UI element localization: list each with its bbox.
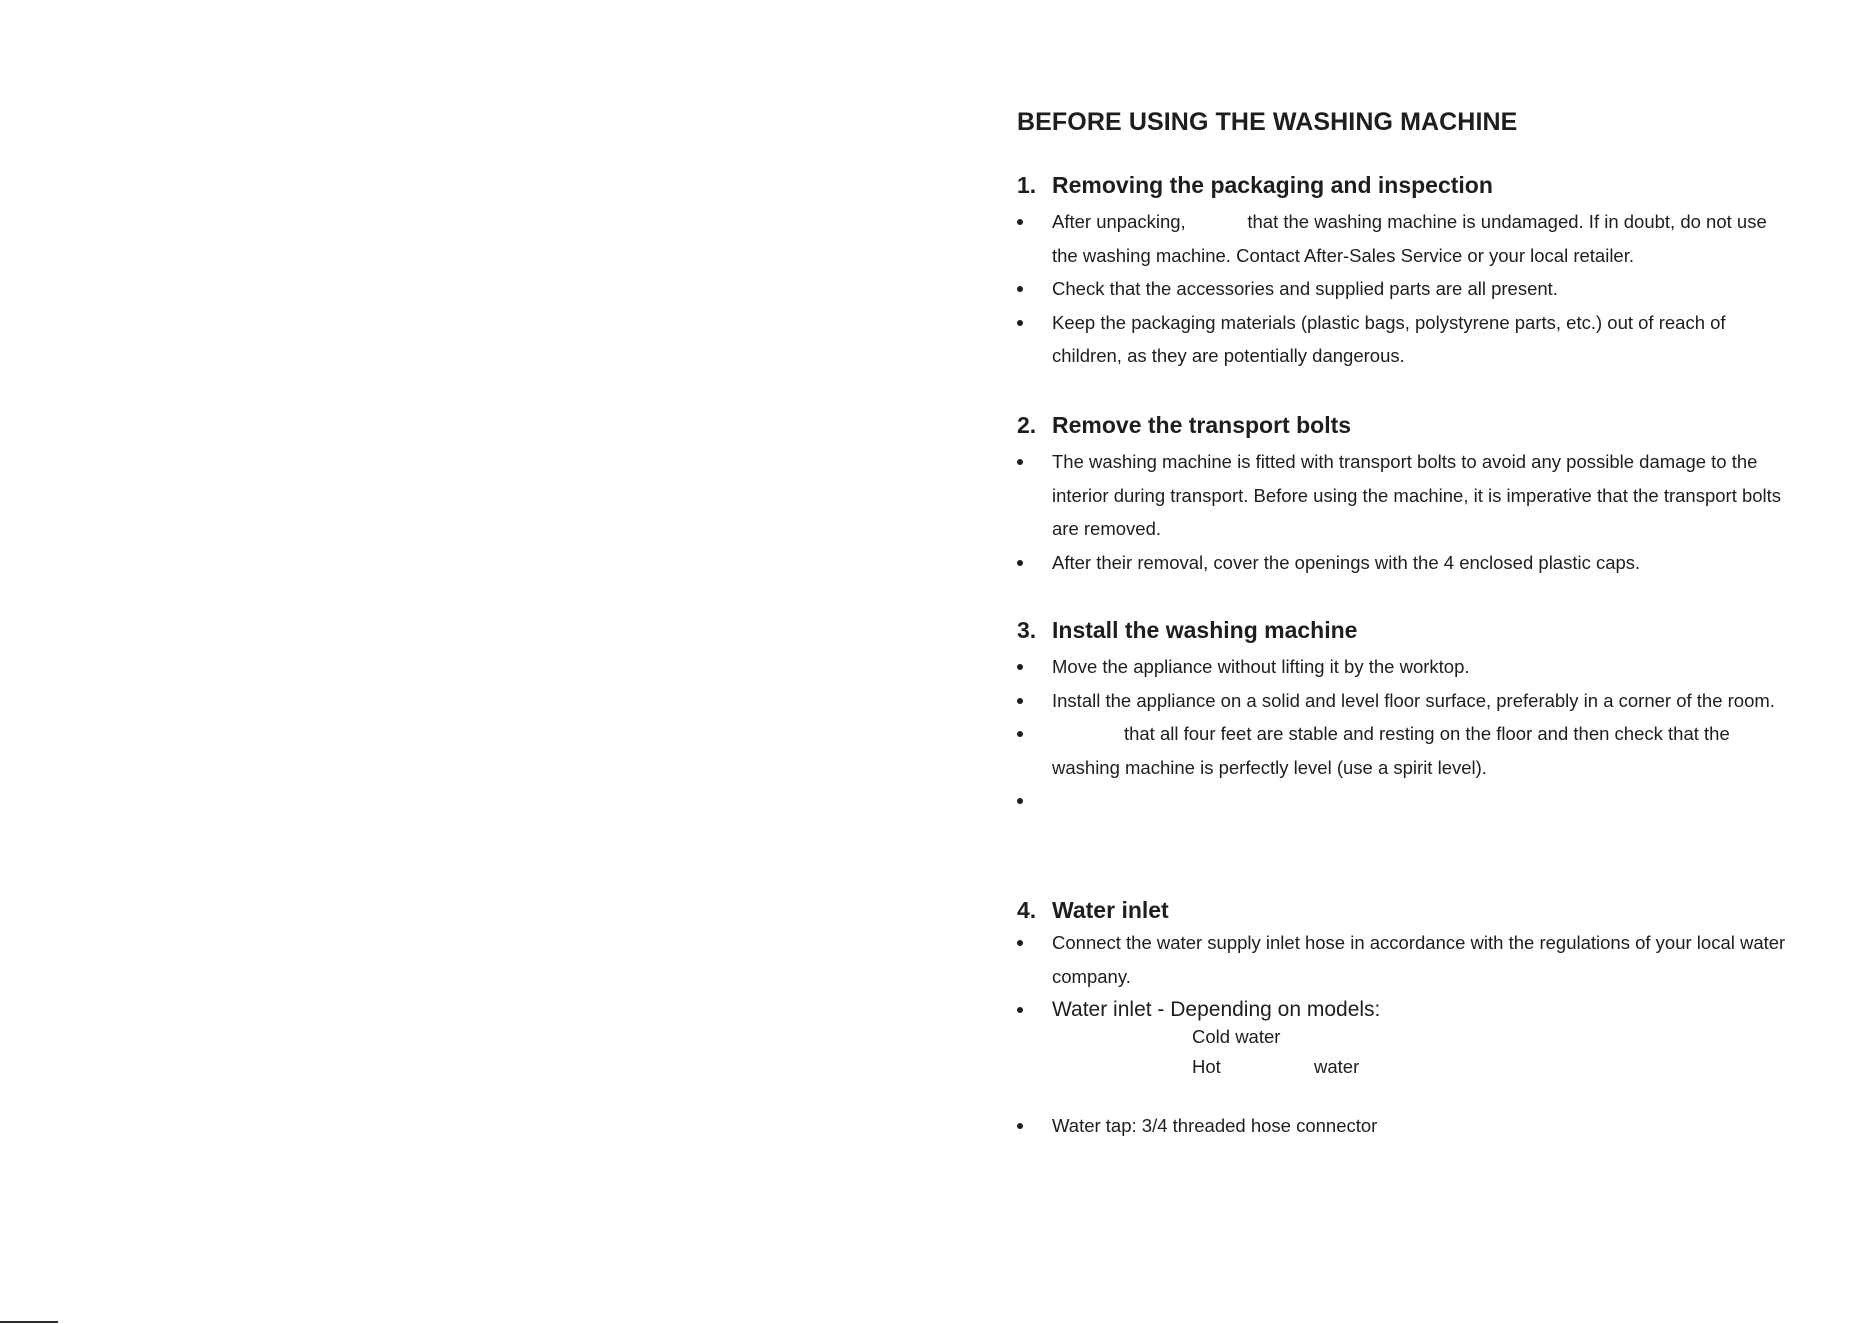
list-item [1017,717,1817,784]
inlet-type-value: water [1314,1056,1360,1077]
inlet-type-label: Hot [1192,1056,1221,1077]
section-number: 3. [1017,617,1037,643]
list-item [1017,1109,1817,1143]
bullet-icon [1017,560,1023,566]
section-number: 4. [1017,897,1037,923]
list-item [1017,205,1817,272]
list-item [1017,272,1817,306]
list-item-text: Water tap: 3/4 threaded hose connector [1052,1115,1378,1137]
bullet-icon [1017,320,1023,326]
section-heading [1017,409,1817,441]
list-item-text: After their removal, cover the openings with the 4 enclosed plastic caps. [1052,551,1641,573]
inlet-type-row [1192,1022,1492,1052]
bullet-icon [1017,286,1023,292]
section-install-machine [1017,614,1817,818]
bullet-icon [1017,731,1023,737]
list-item [1017,306,1817,373]
section-title: Removing the packaging and inspection [1052,172,1493,198]
bullet-icon [1017,1007,1023,1013]
list-item-text: Install the appliance on a solid and level floor surface, preferably in a corner of the room. [1052,689,1775,711]
list-item-text: Connect the water supply inlet hose in accordance with the regulations of your local water company. [1052,932,1786,987]
list-item-text: Check that the accessories and supplied parts are all present. [1052,278,1558,300]
bullet-icon [1017,798,1023,804]
bullet-icon [1017,940,1023,946]
bullet-icon [1017,219,1023,225]
section-title: Install the washing machine [1052,617,1358,643]
section-number: 2. [1017,412,1037,438]
section-transport-bolts [1017,409,1817,579]
list-item-text: that all four feet are stable and resting on the floor and then check that the washing machine is perfectly level (use a spirit level). [1052,723,1735,778]
section-heading [1017,614,1817,646]
water-inlet-types [1192,1022,1492,1082]
list-item-text: Water inlet - Depending on models: [1052,998,1381,1022]
section-title: Remove the transport bolts [1052,412,1352,438]
section-title: Water inlet [1052,897,1169,923]
section-heading [1017,894,1817,926]
list-item [1017,684,1817,718]
section-water-inlet [1017,894,1817,1143]
list-item [1017,784,1817,818]
list-item-text: The washing machine is fitted with transport bolts to avoid any possible damage to the interior during transport. Before using the machine, it is imperative that the transport bolts are removed. [1052,451,1782,540]
bullet-icon [1017,664,1023,670]
list-item [1017,650,1817,684]
footer-rule [0,1321,58,1323]
manual-page [1017,0,1817,1324]
bullet-list [1017,445,1817,579]
section-number: 1. [1017,172,1037,198]
list-item-text: Keep the packaging materials (plastic bags, polystyrene parts, etc.) out of reach of children, as they are potentially dangerous. [1052,311,1726,367]
bullet-list [1017,650,1817,818]
list-item [1017,445,1817,546]
bullet-icon [1017,1123,1023,1129]
list-item-text: Move the appliance without lifting it by the worktop. [1052,656,1470,677]
bullet-list [1017,205,1817,373]
list-item [1017,926,1817,993]
bullet-icon [1017,459,1023,465]
list-item-text: After unpacking, that the washing machine is undamaged. If in doubt, do not use the washing machine. Contact After-Sales Service or your local retailer. [1052,211,1772,266]
inlet-type-row [1192,1052,1492,1082]
section-removing-packaging [1017,169,1817,373]
page-title: BEFORE USING THE WASHING MACHINE [1017,108,1518,136]
list-item [1017,546,1817,580]
inlet-type-label: Cold water [1192,1026,1281,1047]
section-heading [1017,169,1817,201]
bullet-icon [1017,698,1023,704]
